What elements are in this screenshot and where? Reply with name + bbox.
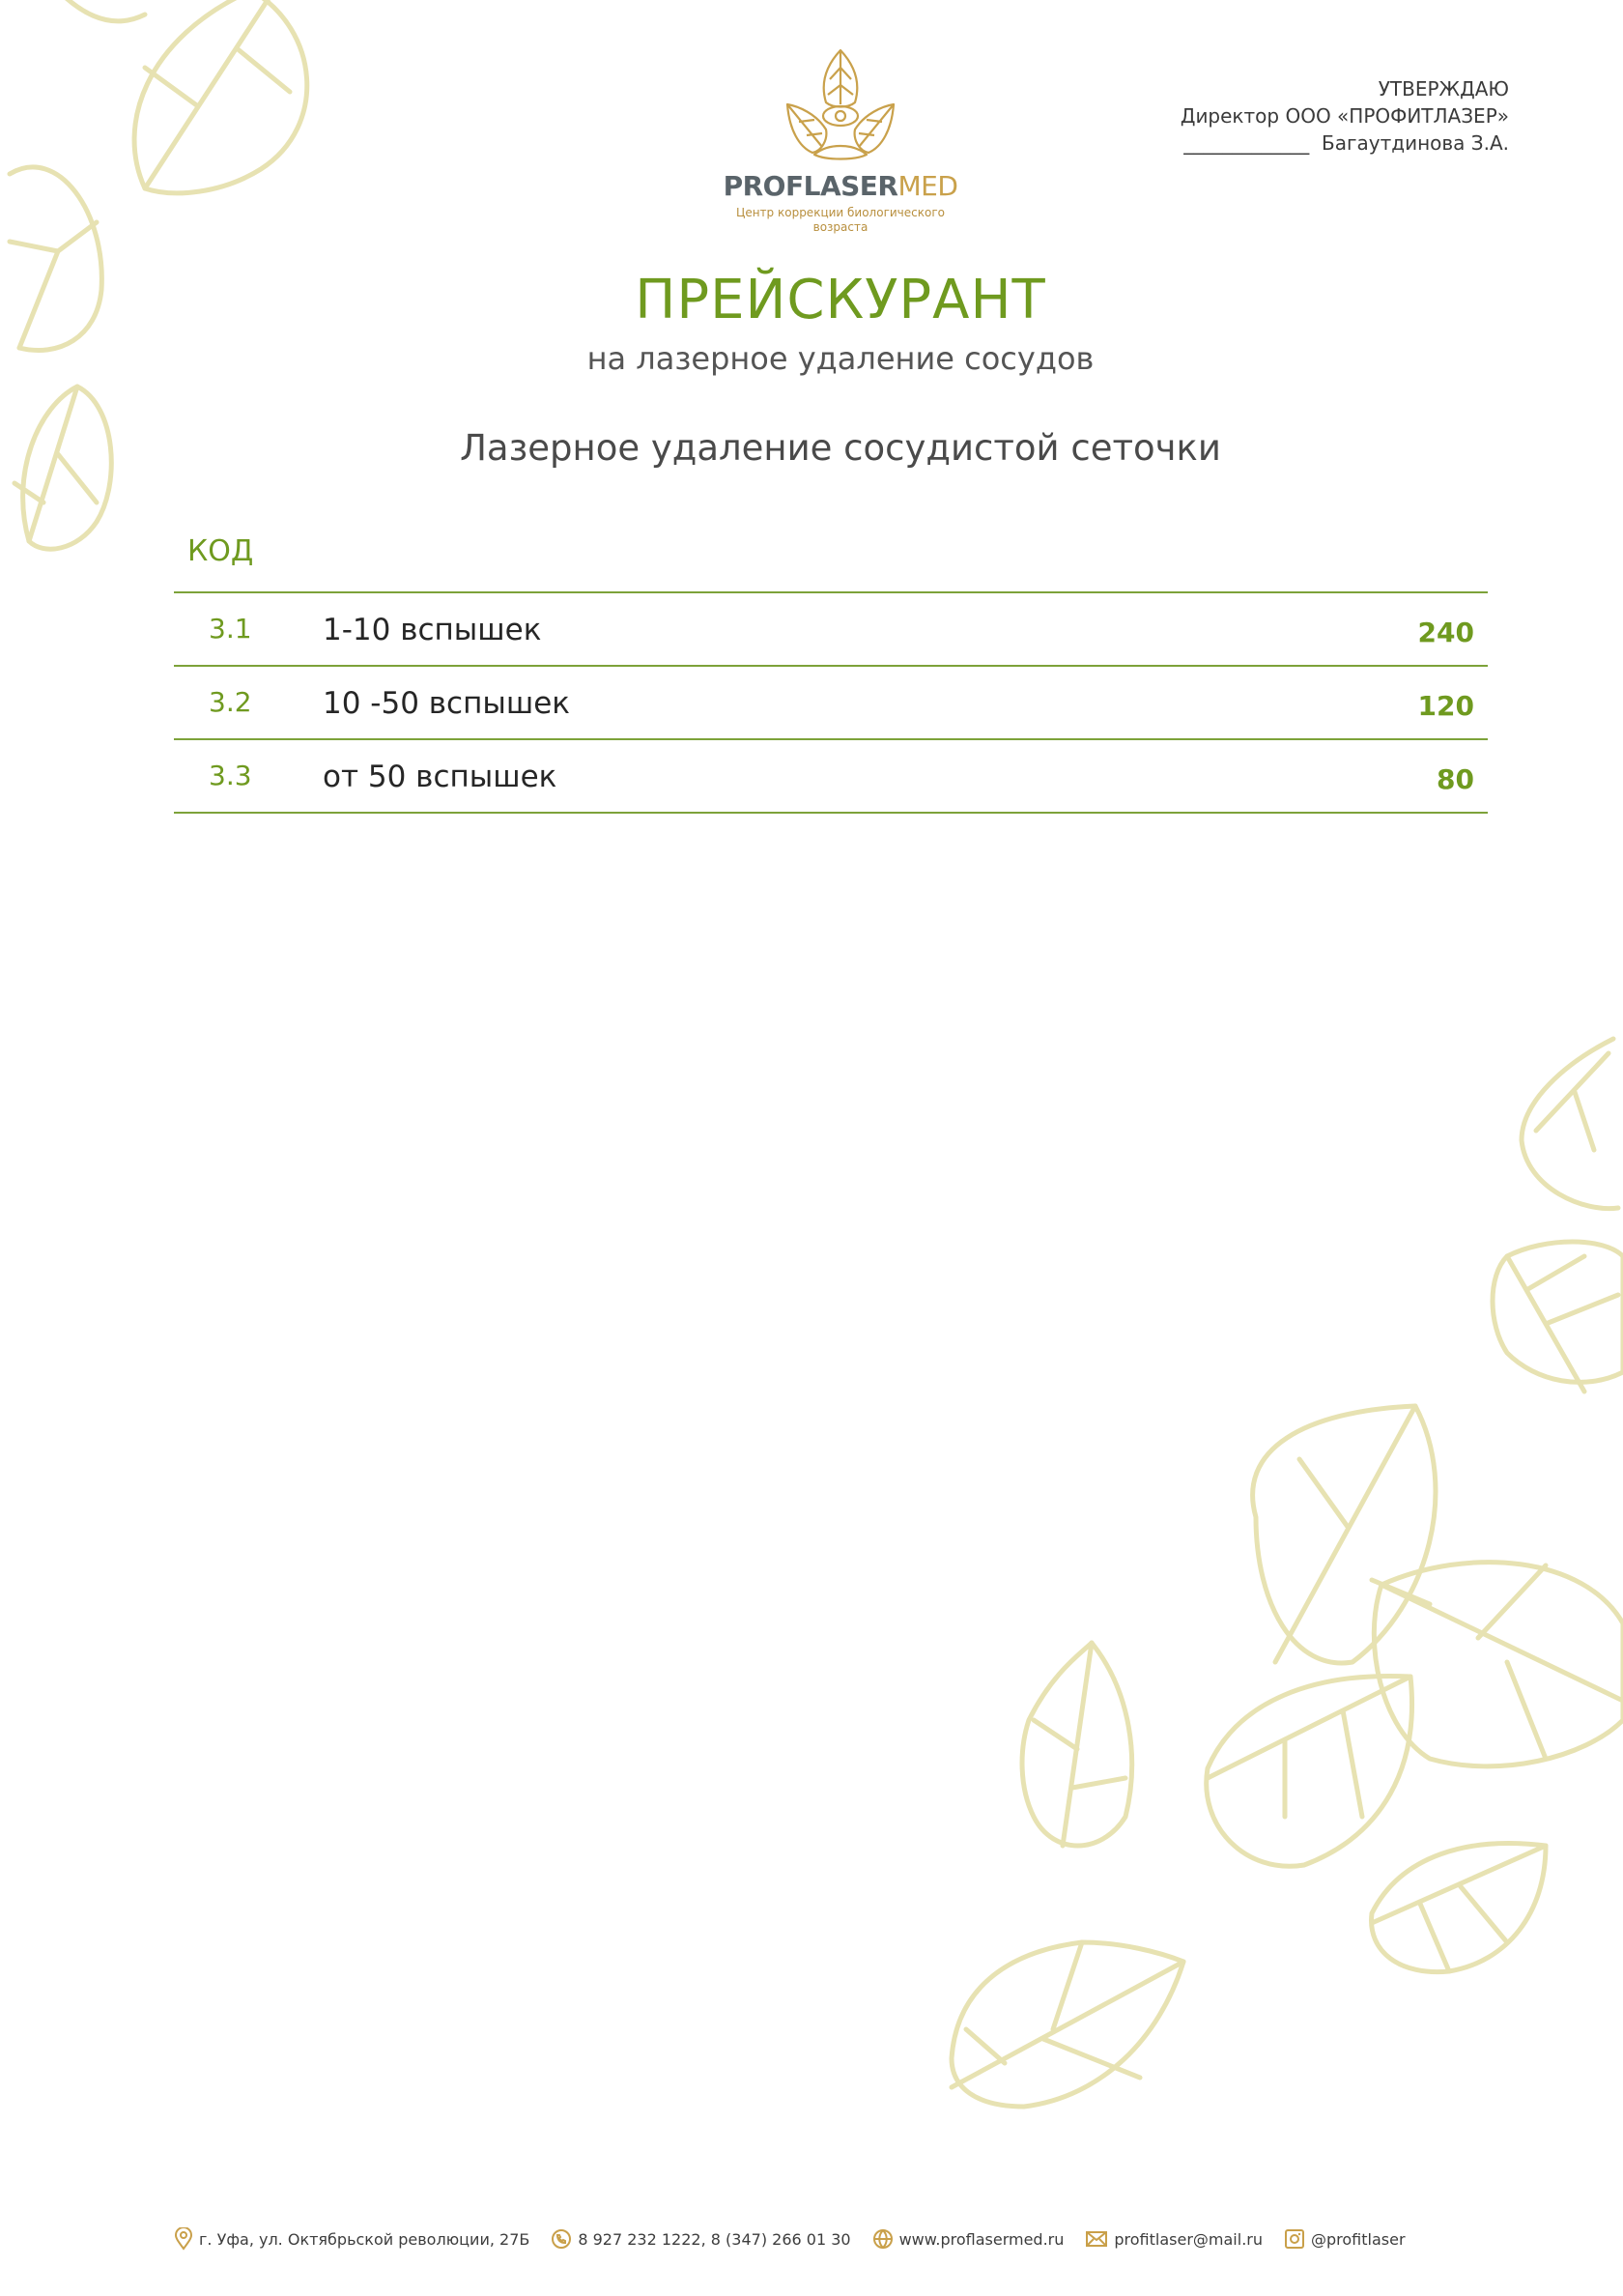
address-text: г. Уфа, ул. Октябрьской революции, 27Б [199,2229,530,2249]
row-code: 3.2 [209,686,252,718]
mail-icon [1085,2230,1108,2248]
instagram-handle: @profitlaser [1311,2229,1406,2249]
signature-line: _____________ [1183,131,1310,155]
row-price: 240 [1417,617,1474,648]
page-subtitle: на лазерное удаление сосудов [586,340,1095,377]
approval-signature [1181,129,1509,157]
logo-emblem-icon [780,46,901,160]
phone-icon [551,2228,572,2250]
row-name: 10 -50 вспышек [323,686,571,721]
logo-tagline-line2: возраста [812,220,868,234]
code-column-header: КОД [187,534,254,568]
contact-footer [174,2224,1449,2253]
leaf-icon [1253,1406,1436,1663]
footer-phones[interactable] [551,2228,850,2250]
leaf-icon [1522,1039,1618,1209]
globe-icon [872,2228,894,2250]
row-name: 1-10 вспышек [323,613,542,647]
instagram-icon [1284,2228,1305,2250]
footer-instagram[interactable] [1284,2228,1406,2250]
price-table [174,591,1488,814]
leaf-icon [134,0,307,193]
approval-title: УТВЕРЖДАЮ [1378,77,1509,100]
logo-wordmark [715,170,966,202]
footer-website[interactable] [872,2228,1065,2250]
signer-name: Багаутдинова З.А. [1322,131,1509,155]
leaf-icon [1493,1242,1623,1392]
footer-email[interactable] [1085,2230,1263,2249]
table-row [174,665,1488,738]
row-name: от 50 вспышек [323,760,557,794]
approval-position: Директор ООО «ПРОФИТЛАЗЕР» [1180,104,1509,128]
logo-tagline-line1: Центр коррекции биологического [736,206,945,219]
table-row [174,738,1488,814]
leaf-icon [1372,1844,1546,1972]
email-link: profitlaser@mail.ru [1114,2229,1263,2249]
section-title: Лазерное удаление сосудистой сеточки [460,427,1221,469]
location-pin-icon [174,2227,193,2251]
leaf-icon [1022,1643,1132,1846]
website-link: www.proflasermed.ru [898,2229,1065,2249]
leaf-icon [952,1942,1183,2107]
page-title: ПРЕЙСКУРАНТ [635,269,1046,331]
logo-brand-part1: PROFLASER [723,170,898,202]
leaf-icon [1207,1676,1412,1866]
footer-address [174,2227,529,2251]
brand-logo [715,46,966,235]
phones-text: 8 927 232 1222, 8 (347) 266 01 30 [578,2229,851,2249]
approval-block [1181,75,1509,157]
logo-brand-part2: MED [897,170,958,202]
row-price: 80 [1437,763,1474,795]
logo-tagline [715,206,966,235]
leaf-icon [58,0,145,21]
row-code: 3.1 [209,613,252,645]
row-price: 120 [1417,690,1474,722]
table-row [174,591,1488,665]
row-code: 3.3 [209,760,252,791]
